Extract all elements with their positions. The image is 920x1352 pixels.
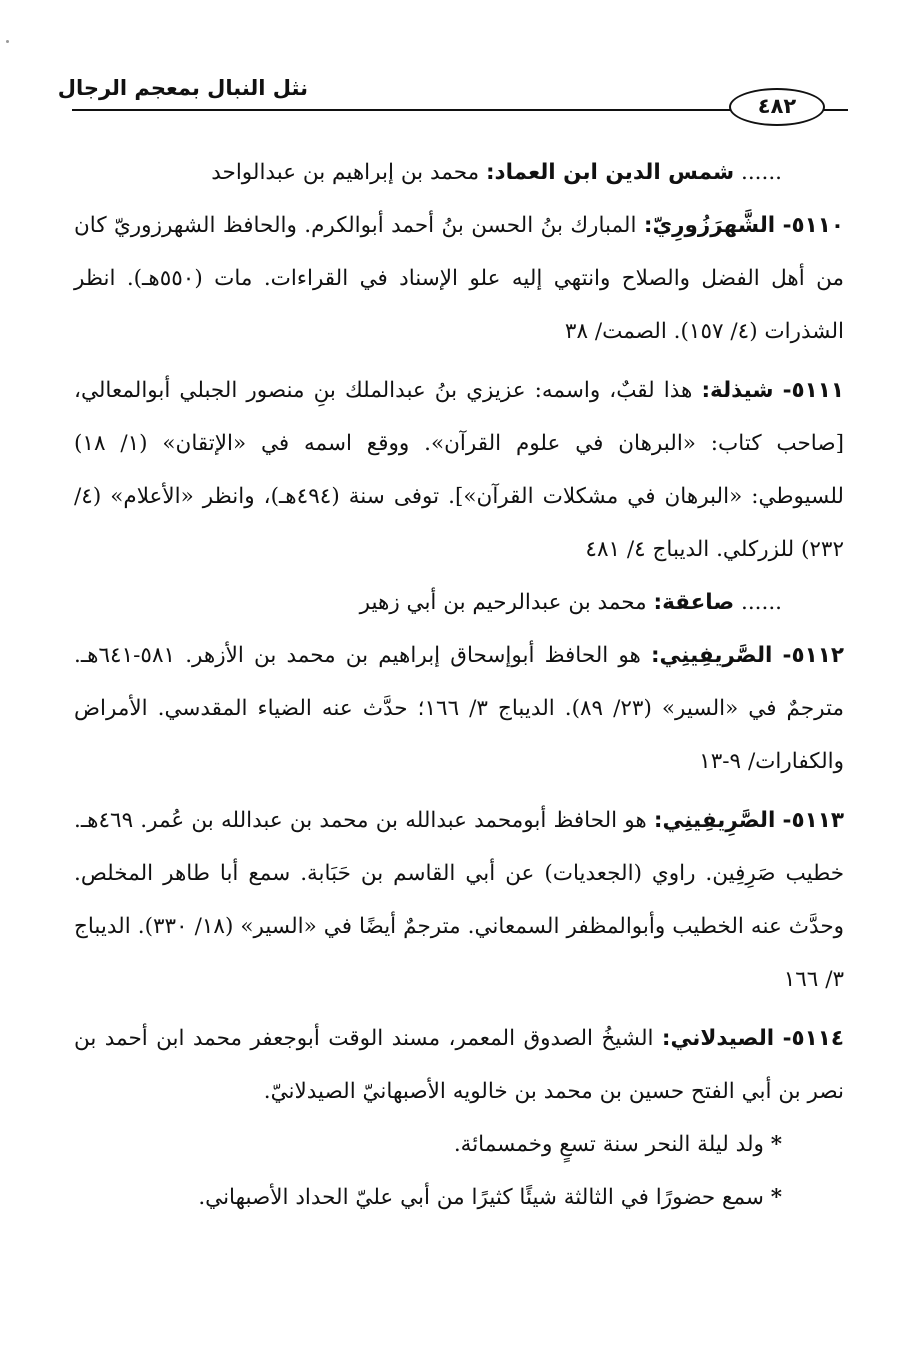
running-title: نثل النبال بمعجم الرجال xyxy=(57,76,308,100)
entry-text: الشيخُ الصدوق المعمر، مسند الوقت أبوجعفر محمد ابن أحمد بن نصر بن أبي الفتح حسين بن محمد بن خالويه الأصبهانيّ الصيدلانيّ. xyxy=(74,1026,844,1104)
entry-number: ٥١١١- xyxy=(782,378,844,403)
ellipsis-dots: ...... xyxy=(740,160,782,185)
entry-headword: شمس الدين ابن العماد: xyxy=(485,160,735,185)
entry-number: ٥١١٣- xyxy=(782,808,844,833)
biography-entry xyxy=(74,1012,844,1118)
cross-reference-entry xyxy=(74,146,844,199)
biography-entry xyxy=(74,199,844,358)
entry-headword: الصيدلاني: xyxy=(661,1026,775,1051)
bullet-point xyxy=(74,1171,844,1224)
entry-text: هو الحافظ أبومحمد عبدالله بن محمد بن عبدالله بن عُمر. ٤٦٩هـ. خطيب صَرِفِين. راوي (الجعديات) عن أبي القاسم بن حَبَابة. سمع أبا طاهر المخلص. وحدَّث عنه الخطيب وأبوالمظفر السمعاني. مترجمٌ أيضًا في «السير» (١٨/ ٣٣٠). الديباج ٣/ ١٦٦ xyxy=(74,808,844,992)
page-body xyxy=(74,146,844,1224)
page-number: ٤٨٢ xyxy=(729,88,825,126)
entry-text: محمد بن عبدالرحيم بن أبي زهير xyxy=(359,590,647,615)
entry-number: ٥١١٤- xyxy=(782,1026,844,1051)
entry-headword: شيذلة: xyxy=(701,378,774,403)
biography-entry xyxy=(74,794,844,1006)
entry-headword: الصَّريفِينِي: xyxy=(650,643,773,668)
ellipsis-dots: ...... xyxy=(740,590,782,615)
biography-entry xyxy=(74,364,844,576)
entry-text: المبارك بنُ الحسن بنُ أحمد أبوالكرم. والحافظ الشهرزوريّ كان من أهل الفضل والصلاح وانتهي إليه علو الإسناد في القراءات. مات (٥٥٠هـ). انظر الشذرات (٤/ ١٥٧). الصمت/ ٣٨ xyxy=(74,213,844,344)
entry-number: ٥١١٠- xyxy=(782,213,844,238)
entry-text: هذا لقبٌ، واسمه: عزيزي بنُ عبدالملك بنِ منصور الجبلي أبوالمعالي، [صاحب كتاب: «البرهان في علوم القرآن». ووقع اسمه في «الإتقان» (١/ ١٨) للسيوطي: «البرهان في مشكلات القرآن»]. توفى سنة (٤٩٤هـ)، وانظر «الأعلام» (٤/ ٢٣٢) للزركلي. الديباج ٤/ ٤٨١ xyxy=(74,378,844,562)
asterisk-bullet-icon: * xyxy=(770,1132,782,1157)
bullet-text: ولد ليلة النحر سنة تسعٍ وخمسمائة. xyxy=(453,1132,764,1157)
entry-headword: الشَّهرَزُورِيّ: xyxy=(643,213,776,238)
margin-speck xyxy=(6,40,9,43)
entry-text: محمد بن إبراهيم بن عبدالواحد xyxy=(211,160,480,185)
asterisk-bullet-icon: * xyxy=(770,1185,782,1210)
biography-entry xyxy=(74,629,844,788)
bullet-point xyxy=(74,1118,844,1171)
bullet-text: سمع حضورًا في الثالثة شيئًا كثيرًا من أبي عليّ الحداد الأصبهاني. xyxy=(198,1185,764,1210)
cross-reference-entry xyxy=(74,576,844,629)
entry-headword: صاعقة: xyxy=(653,590,735,615)
entry-text: هو الحافظ أبوإسحاق إبراهيم بن محمد بن الأزهر. ٥٨١-٦٤١هـ. مترجمٌ في «السير» (٢٣/ ٨٩). الديباج ٣/ ١٦٦؛ حدَّث عنه الضياء المقدسي. الأمراض والكفارات/ ٩-١٣ xyxy=(74,643,845,774)
entry-headword: الصَّرِيفِينِي: xyxy=(653,808,776,833)
entry-number: ٥١١٢- xyxy=(782,643,844,668)
